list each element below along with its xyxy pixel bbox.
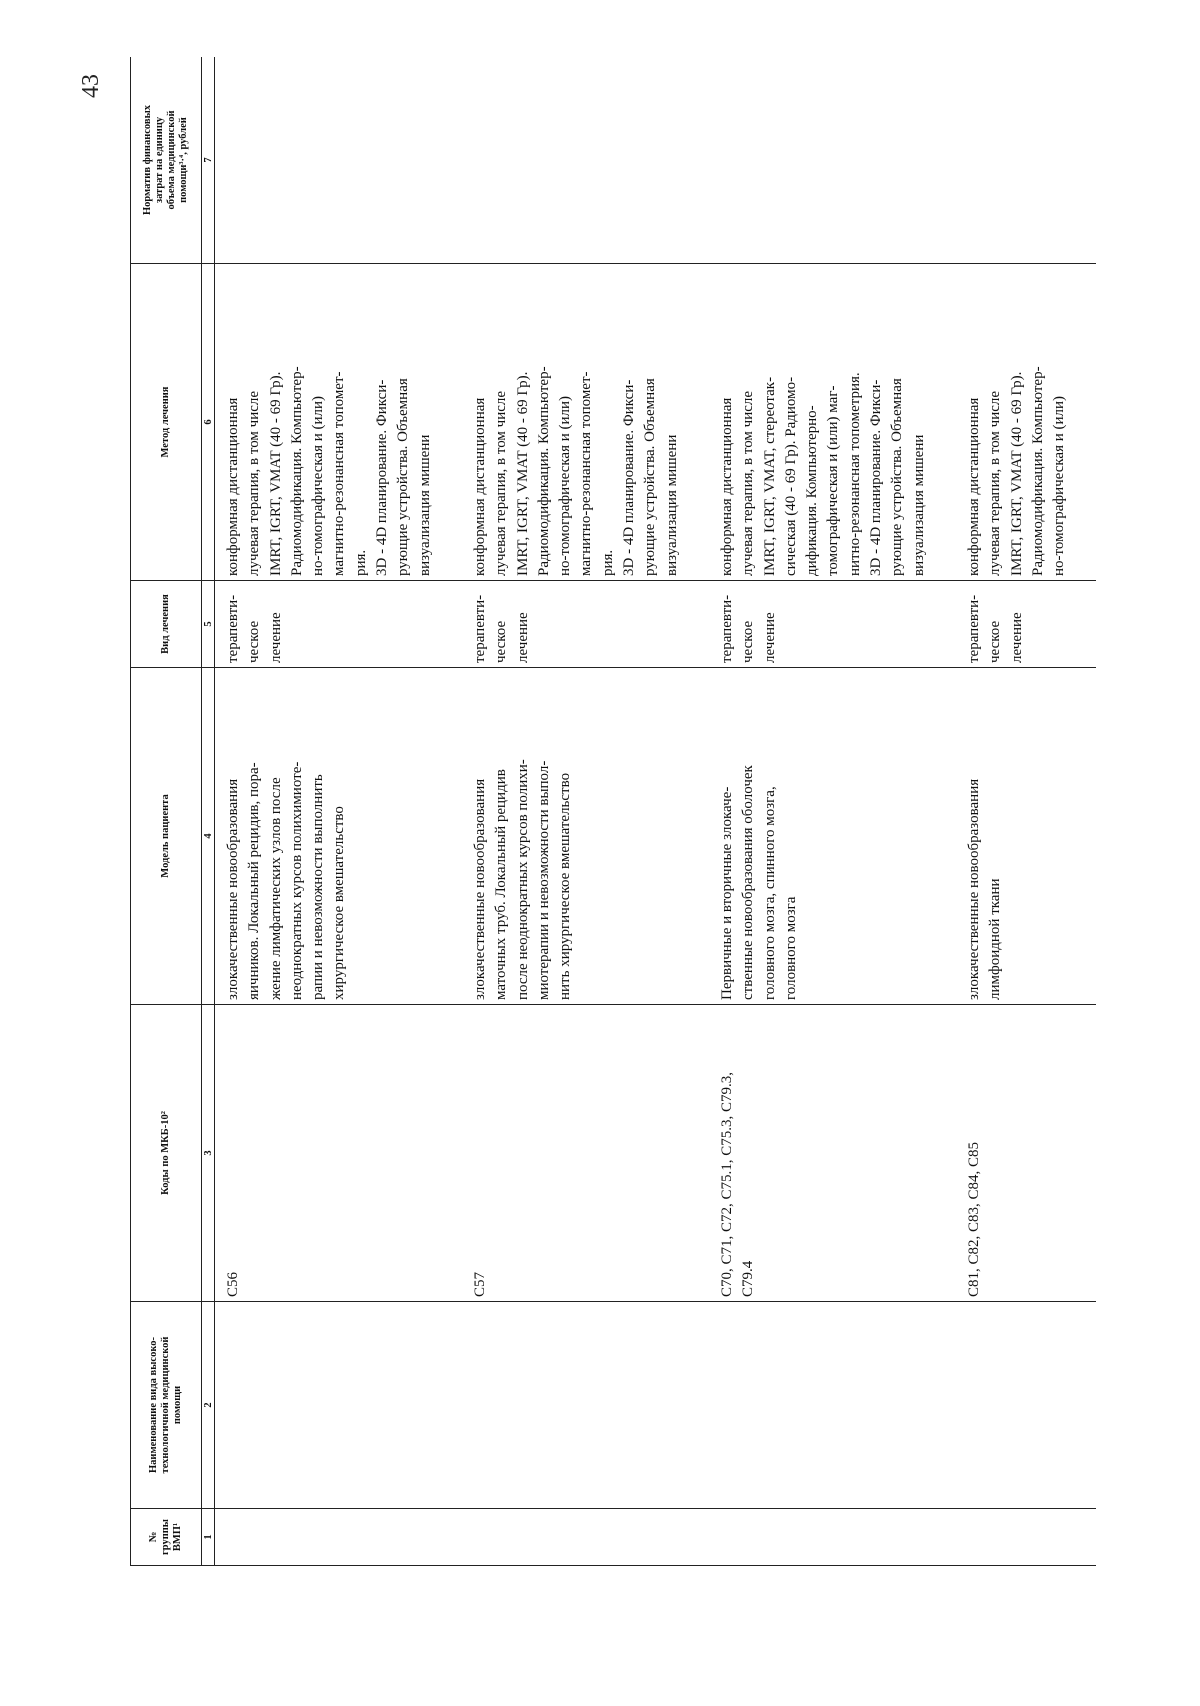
- vmp-name-cell: [709, 1302, 956, 1509]
- treatment-method-line: IMRT, IGRT, VMAT (40 - 69 Гр).: [514, 371, 531, 576]
- treatment-type-line: ческое: [987, 620, 1004, 663]
- column-number: 1: [202, 1509, 215, 1566]
- patient-model-line: яичников. Локальный рецидив, пора-: [246, 762, 263, 1000]
- vmp-table: [130, 57, 1096, 1566]
- treatment-method-line: Радиомодификация. Компьютер-: [535, 366, 552, 576]
- treatment-method-line: но-томографическая и (или): [557, 395, 574, 576]
- table-row: [709, 57, 956, 1566]
- column-number: 7: [202, 57, 215, 264]
- treatment-method-line: лучевая терапия, в том числе: [987, 390, 1004, 576]
- patient-model-line: рапии и невозможности выполнить: [310, 774, 327, 1000]
- treatment-method-line: 3D - 4D планирование. Фикси-: [374, 379, 391, 576]
- treatment-method-line: визуализация мишени: [910, 434, 927, 576]
- patient-model-line: головного мозга, спинного мозга,: [761, 786, 778, 1000]
- patient-model-line: злокачественные новообразования: [225, 778, 241, 1000]
- header-treatment-type: Вид лечения: [131, 581, 202, 668]
- icd-codes-line: C81, C82, C83, C84, C85: [965, 1141, 982, 1297]
- patient-model-line: злокачественные новообразования: [471, 778, 488, 1000]
- financial-norm-cell: [956, 57, 1096, 264]
- treatment-method-line: сическая (40 - 69 Гр). Радиомо-: [782, 376, 799, 576]
- treatment-method-line: IMRT, IGRT, VMAT, стереотак-: [761, 376, 778, 576]
- group-number-cell: [709, 1509, 956, 1566]
- table-body: [215, 57, 1097, 1566]
- treatment-type-line: лечение: [1008, 612, 1025, 663]
- group-number-cell: [215, 1509, 462, 1566]
- group-number-cell: [462, 1509, 709, 1566]
- group-number-cell: [956, 1509, 1096, 1566]
- patient-model-cell: [709, 668, 956, 1005]
- icd-codes-cell: [956, 1005, 1096, 1302]
- table-row: [956, 57, 1096, 1566]
- patient-model-line: головного мозга: [782, 896, 799, 1000]
- treatment-method-line: лучевая терапия, в том числе: [740, 390, 757, 576]
- patient-model-cell: [956, 668, 1096, 1005]
- treatment-method-line: дификация. Компьютерно-: [804, 405, 821, 576]
- patient-model-line: после неоднократных курсов полихи-: [514, 759, 531, 1000]
- treatment-type-cell: [462, 581, 709, 668]
- treatment-method-line: рующие устройства. Объемная: [642, 378, 659, 576]
- patient-model-line: миотерапии и невозможности выпол-: [535, 760, 552, 1000]
- treatment-method-line: IMRT, IGRT, VMAT (40 - 69 Гр).: [1008, 371, 1025, 576]
- treatment-method-line: Радиомодификация. Компьютер-: [1029, 366, 1046, 576]
- treatment-method-line: конформная дистанционная: [225, 397, 241, 576]
- treatment-method-line: рия.: [599, 549, 616, 576]
- treatment-method-line: конформная дистанционная: [718, 397, 735, 576]
- icd-codes-cell: [215, 1005, 462, 1302]
- treatment-type-line: терапевти-: [965, 594, 982, 663]
- patient-model-line: лимфоидной ткани: [987, 878, 1004, 1000]
- treatment-method-cell: [215, 264, 462, 581]
- patient-model-cell: [215, 668, 462, 1005]
- header-group-number: № группы ВМП¹: [131, 1509, 202, 1566]
- treatment-method-line: визуализация мишени: [663, 434, 680, 576]
- treatment-method-line: 3D - 4D планирование. Фикси-: [621, 379, 638, 576]
- patient-model-line: злокачественные новообразования: [965, 778, 982, 1000]
- treatment-method-line: магнитно-резонансная топомет-: [331, 371, 348, 576]
- treatment-method-cell: [709, 264, 956, 581]
- page-number: 43: [78, 74, 104, 98]
- treatment-type-cell: [215, 581, 462, 668]
- treatment-method-line: IMRT, IGRT, VMAT (40 - 69 Гр).: [267, 371, 284, 576]
- table-row: [462, 57, 709, 1566]
- patient-model-line: нить хирургическое вмешательство: [557, 772, 574, 1000]
- treatment-type-line: ческое: [740, 620, 757, 663]
- financial-norm-cell: [462, 57, 709, 264]
- column-number: 6: [202, 264, 215, 581]
- patient-model-line: Первичные и вторичные злокаче-: [718, 786, 735, 1000]
- treatment-type-line: лечение: [267, 612, 284, 663]
- treatment-type-cell: [956, 581, 1096, 668]
- financial-norm-cell: [709, 57, 956, 264]
- financial-norm-cell: [215, 57, 462, 264]
- treatment-method-line: конформная дистанционная: [965, 397, 982, 576]
- header-patient-model: Модель пациента: [131, 668, 202, 1005]
- patient-model-line: маточных труб. Локальный рецидив: [493, 769, 510, 1000]
- treatment-method-line: лучевая терапия, в том числе: [246, 390, 263, 576]
- column-number-row: [202, 57, 215, 1566]
- treatment-type-line: лечение: [514, 612, 531, 663]
- header-icd-codes: Коды по МКБ-10²: [131, 1005, 202, 1302]
- treatment-method-line: магнитно-резонансная топомет-: [578, 371, 595, 576]
- header-financial-norm: Норматив финансовых затрат на единицу объема медицинской помощи³·⁴, рублей: [131, 57, 202, 264]
- header-row: [131, 57, 202, 1566]
- treatment-method-line: но-томографическая и (или): [310, 395, 327, 576]
- header-treatment-method: Метод лечения: [131, 264, 202, 581]
- table-row: [215, 57, 462, 1566]
- treatment-type-line: терапевти-: [718, 594, 735, 663]
- treatment-method-line: Радиомодификация. Компьютер-: [288, 366, 305, 576]
- treatment-method-line: нитно-резонансная топометрия.: [846, 372, 863, 576]
- treatment-method-line: конформная дистанционная: [471, 397, 488, 576]
- treatment-method-line: но-томографическая и (или): [1051, 395, 1068, 576]
- patient-model-cell: [462, 668, 709, 1005]
- treatment-method-line: рующие устройства. Объемная: [395, 378, 412, 576]
- treatment-method-cell: [462, 264, 709, 581]
- icd-codes-cell: [462, 1005, 709, 1302]
- treatment-type-line: ческое: [493, 620, 510, 663]
- icd-codes-line: C70, C71, C72, C75.1, C75.3, C79.3,: [718, 1071, 735, 1297]
- icd-codes-line: C56: [225, 1271, 241, 1297]
- treatment-type-line: терапевти-: [471, 594, 488, 663]
- treatment-type-line: терапевти-: [225, 594, 241, 663]
- patient-model-line: неоднократных курсов полихимиоте-: [288, 761, 305, 1000]
- treatment-method-line: 3D - 4D планирование. Фикси-: [868, 379, 885, 576]
- patient-model-line: жение лимфатических узлов после: [267, 777, 284, 1000]
- column-number: 2: [202, 1302, 215, 1509]
- icd-codes-cell: [709, 1005, 956, 1302]
- patient-model-line: хирургическое вмешательство: [331, 806, 348, 1000]
- treatment-method-line: рующие устройства. Объемная: [889, 378, 906, 576]
- vmp-name-cell: [956, 1302, 1096, 1509]
- icd-codes-line: C79.4: [740, 1260, 757, 1297]
- patient-model-line: ственные новообразования оболочек: [740, 765, 757, 1000]
- column-number: 4: [202, 668, 215, 1005]
- treatment-type-line: ческое: [246, 620, 263, 663]
- header-vmp-name: Наименование вида высоко- технологичной медицинской помощи: [131, 1302, 202, 1509]
- treatment-method-line: рия.: [352, 549, 369, 576]
- treatment-method-cell: [956, 264, 1096, 581]
- rotated-page: [130, 106, 1080, 1566]
- treatment-method-line: лучевая терапия, в том числе: [493, 390, 510, 576]
- vmp-name-cell: [462, 1302, 709, 1509]
- vmp-name-cell: [215, 1302, 462, 1509]
- treatment-type-line: лечение: [761, 612, 778, 663]
- treatment-type-cell: [709, 581, 956, 668]
- treatment-method-line: томографическая и (или) маг-: [825, 385, 842, 576]
- treatment-method-line: визуализация мишени: [416, 434, 433, 576]
- icd-codes-line: C57: [471, 1271, 488, 1297]
- column-number: 5: [202, 581, 215, 668]
- column-number: 3: [202, 1005, 215, 1302]
